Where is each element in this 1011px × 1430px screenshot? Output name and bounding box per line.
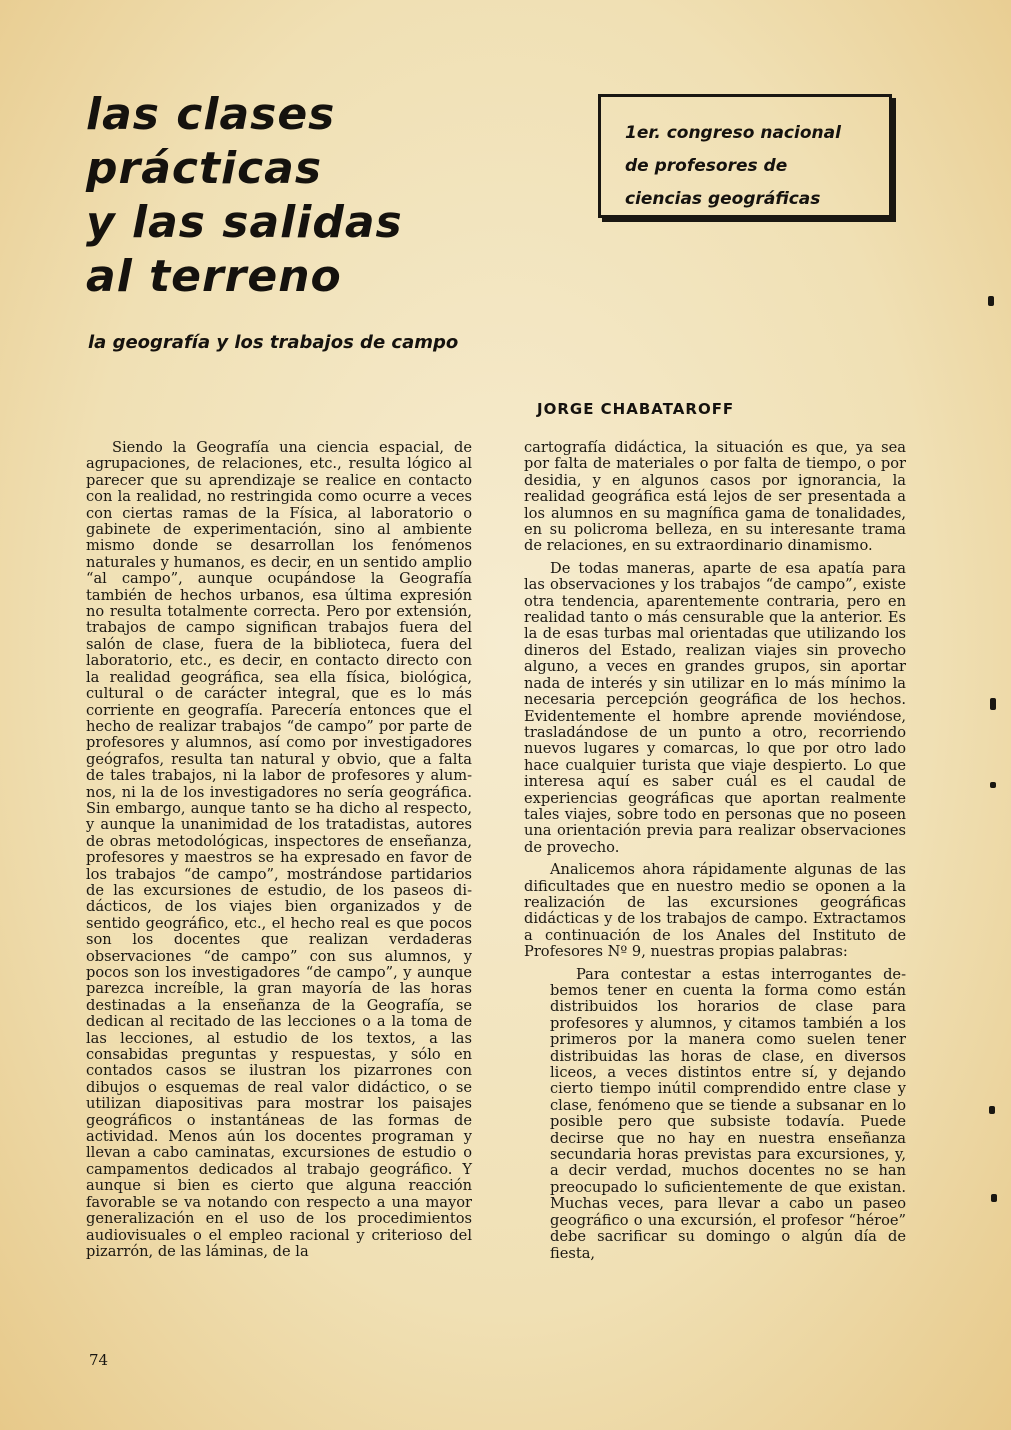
binding-mark: [989, 1106, 995, 1114]
congress-box: [598, 94, 892, 218]
article-subtitle: la geografía y los trabajos de campo: [88, 332, 459, 353]
body-paragraph: Analicemos ahora rápidamente algunas de las dificultades que en nuestro medio se oponen a la realización de las excursiones geográficas didácticas y de los trabajos de campo. Extractamos a continuación de los Anales del Instituto de Profesores Nº 9, nuestras propias palabras:: [524, 861, 906, 961]
title-line: y las salidas: [86, 197, 403, 248]
body-column-right: [524, 440, 906, 1268]
body-paragraph: cartografía didáctica, la situación es que, ya sea por falta de materiales o por falta de tiempo, o por desidia, y en algunos casos por ignorancia, la realidad geográfica está lejos de ser presentada a los alumnos en su magnífica gama de tonalidades, en su policroma belleza, en su interesante trama de relaciones, en su extraordinario dinamismo.: [524, 439, 906, 555]
congress-line: de profesores de: [625, 156, 788, 176]
binding-mark: [991, 1194, 997, 1202]
binding-mark: [990, 782, 996, 788]
author-name: JORGE CHABATAROFF: [537, 400, 735, 418]
binding-mark: [990, 698, 996, 710]
title-line: las clases: [86, 89, 336, 140]
article-title: [86, 88, 556, 304]
body-paragraph: Siendo la Geografía una ciencia espacial, de agrupaciones, de relaciones, etc., resulta lógico al parecer que su aprendizaje se realice en contacto con la realidad, no restringida como ocurre a veces con ciertas ramas de la Física, al laboratorio o gabinete de experimentación, sino al ambiente mismo donde se desarrollan los fenómenos naturales y humanos, es decir, en un sentido amplio “al campo”, aunque ocupándose la Geografía también de hechos urbanos, esa última expresión no resulta totalmente correcta. Pero por extensión, trabajos de campo significan trabajos fuera del salón de clase, fuera de la biblioteca, fuera del laboratorio, etc., es decir, en contacto directo con la realidad geográfica, sea ella física, biológica, cultural o de carácter integral, que es lo más corriente en geografía. Parecería entonces que el hecho de realizar trabajos “de campo” por parte de profesores y alumnos, así como por investigadores geógrafos, resulta tan natural y obvio, que a falta de tales trabajos, ni la labor de profesores y alumnos, ni la de los investigadores no sería geográfica. Sin embargo, aunque tanto se ha dicho al respecto, y aunque la unanimidad de los tratadistas, autores de obras metodológicas, inspectores de enseñanza, profesores y maestros se ha expresado en favor de los trabajos “de campo”, mostrándose partidarios de las excursiones de estudio, de los paseos didácticos, de los viajes bien organizados y de sentido geográfico, etc., el hecho real es que pocos son los docentes que realizan verdaderas observaciones “de campo” con sus alumnos, y pocos son los investigadores “de campo”, y aunque parezca increíble, la gran mayoría de las horas destinadas a la enseñanza de la Geografía, se dedican al recitado de las lecciones o a la toma de las lecciones, al estudio de los textos, a las consabidas preguntas y respuestas, y sólo en contados casos se ilustran los pizarrones con dibujos o esquemas de real valor didáctico, o se utilizan diapositivas para mostrar los paisajes geográficos o instantáneas de las formas de actividad. Menos aún los docentes programan y llevan a cabo caminatas, excursiones de estudio o campamentos dedicados al trabajo geográfico. Y aunque si bien es cierto que alguna reacción favorable se va notando con respecto a una mayor generalización en el uso de los procedimientos audiovisuales o el empleo racional y criterioso del pizarrón, de las láminas, de la: [86, 439, 472, 1260]
congress-line: ciencias geográficas: [625, 189, 821, 209]
body-column-left: [86, 440, 472, 1266]
title-line: al terreno: [86, 251, 342, 302]
body-paragraph: De todas maneras, aparte de esa apatía para las observaciones y los trabajos “de campo”, existe otra tendencia, aparentemente contraria, pero en realidad tanto o más censurable que la anterior. Es la de esas turbas mal orientadas que utilizando los dineros del Estado, realizan viajes sin provecho alguno, a veces en grandes grupos, sin aportar nada de interés y sin utilizar en lo más mínimo la necesaria percepción geográfica de los hechos. Evidentemente el hombre aprende moviéndose, trasladándose de un punto a otro, recorriendo nuevos lugares y comarcas, lo que por otro lado hace cualquier turista que viaje despierto. Lo que interesa aquí es saber cuál es el caudal de experiencias geográficas que aportan realmente tales viajes, sobre todo en personas que no poseen una orientación previa para realizar observaciones de provecho.: [524, 559, 906, 856]
congress-line: 1er. congreso nacional: [625, 123, 841, 143]
block-quote: Para contestar a estas interrogantes debemos tener en cuenta la forma como están distribuidos los horarios de clase para profesores y alumnos, y citamos también a los primeros por la manera como suelen tener distribuidas las horas de clase, en diversos liceos, a veces distintos entre sí, y dejando cierto tiempo inútil comprendido entre clase y clase, fenómeno que se tiende a subsanar en lo posible pero que subsiste todavía. Puede decirse que no hay en nuestra enseñanza secundaria horas previstas para excursiones, y, a decir verdad, muchos docentes no se han preocupado lo suficientemente de que existan. Muchas veces, para llevar a cabo un paseo geográfico o una excursión, el profesor “héroe” debe sacrificar su domingo o algún día de fiesta,: [550, 965, 906, 1262]
page-number: 74: [89, 1351, 109, 1369]
title-line: prácticas: [86, 143, 323, 194]
binding-mark: [988, 296, 994, 306]
